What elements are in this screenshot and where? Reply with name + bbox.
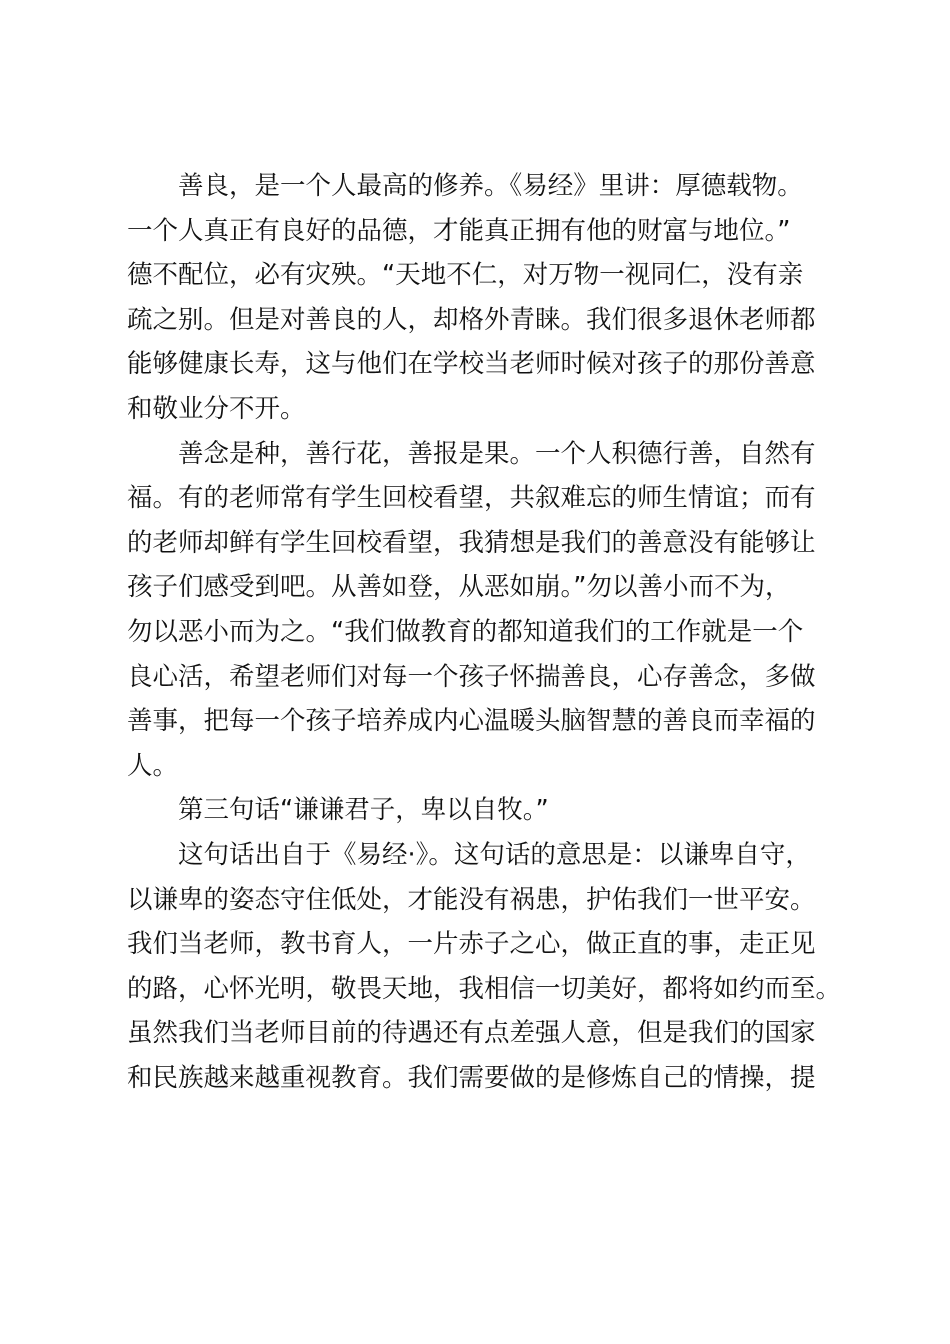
paragraph-2-line-8: 人。 [127, 750, 179, 781]
document-body [127, 164, 842, 1100]
paragraph-1-line-2: 一个人真正有良好的品德，才能真正拥有他的财富与地位。” [127, 215, 791, 246]
paragraph-1-line-5: 能够健康长寿，这与他们在学校当老师时候对孩子的那份善意 [127, 349, 816, 380]
paragraph-2-line-2: 福。有的老师常有学生回校看望，共叙难忘的师生情谊；而有 [127, 483, 816, 514]
paragraph-2-line-7: 善事，把每一个孩子培养成内心温暖头脑智慧的善良而幸福的 [127, 706, 816, 737]
paragraph-2-line-6: 良心活，希望老师们对每一个孩子怀揣善良，心存善念，多做 [127, 661, 816, 692]
paragraph-3-line-1: 这句话出自于《易经·》。这句话的意思是：以谦卑自守， [178, 839, 811, 870]
paragraph-2-line-5: 勿以恶小而为之。“我们做教育的都知道我们的工作就是一个 [127, 616, 804, 647]
paragraph-1-line-4: 疏之别。但是对善良的人，却格外青睐。我们很多退休老师都 [127, 304, 816, 335]
paragraph-1-line-6: 和敬业分不开。 [127, 393, 306, 424]
section-heading-line: 第三句话“谦谦君子，卑以自牧。” [178, 795, 549, 826]
paragraph-3-line-4: 的路，心怀光明，敬畏天地，我相信一切美好，都将如约而至。 [127, 973, 842, 1004]
paragraph-1-line-3: 德不配位，必有灾殃。“天地不仁，对万物一视同仁，没有亲 [127, 260, 804, 291]
paragraph-2-line-3: 的老师却鲜有学生回校看望，我猜想是我们的善意没有能够让 [127, 527, 816, 558]
paragraph-2-line-4: 孩子们感受到吧。从善如登，从恶如崩。”勿以善小而不为， [127, 572, 791, 603]
paragraph-1-line-1: 善良，是一个人最高的修养。《易经》里讲：厚德载物。 [178, 171, 803, 201]
paragraph-2-line-1: 善念是种，善行花，善报是果。一个人积德行善，自然有 [178, 438, 816, 469]
paragraph-3-line-5: 虽然我们当老师目前的待遇还有点差强人意，但是我们的国家 [127, 1018, 816, 1049]
paragraph-3-line-3: 我们当老师，教书育人，一片赤子之心，做正直的事，走正见 [127, 929, 816, 960]
paragraph-3-line-2: 以谦卑的姿态守住低处，才能没有祸患，护佑我们一世平安。 [127, 884, 816, 915]
paragraph-3-line-6: 和民族越来越重视教育。我们需要做的是修炼自己的情操，提 [127, 1062, 816, 1093]
